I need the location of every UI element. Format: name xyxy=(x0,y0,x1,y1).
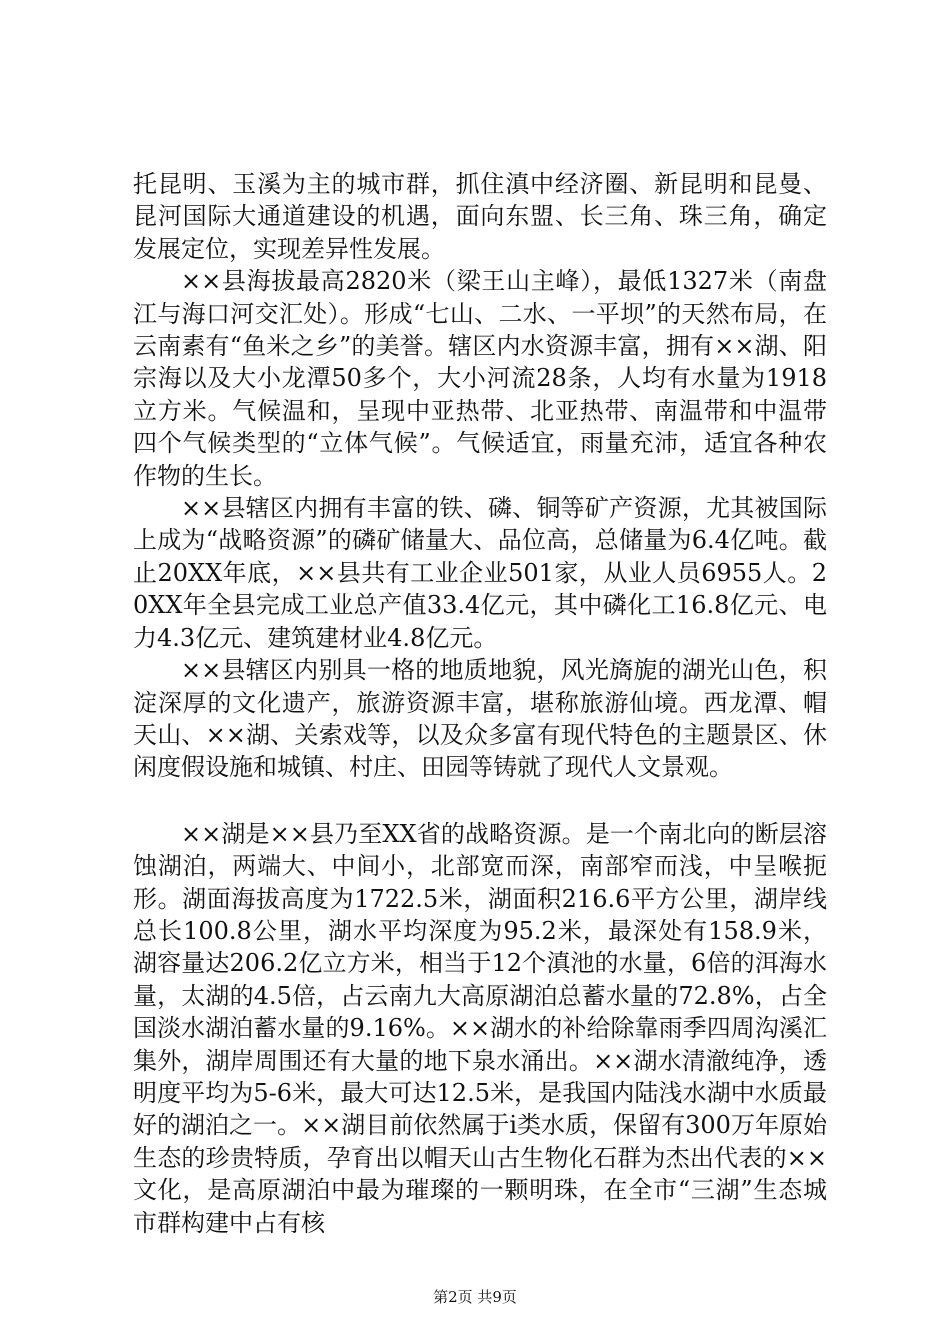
paragraph-5: ××湖是××县乃至XX省的战略资源。是一个南北向的断层溶蚀湖泊，两端大、中间小，北部宽而深，南部窄而浅，中呈喉扼形。湖面海拔高度为1722.5米，湖面积216.6平方公里，湖岸线总长100.8公里，湖水平均深度为95.2米，最深处有158.9米，湖容量达206.2亿立方米，相当于12个滇池的水量，6倍的洱海水量，太湖的4.5倍，占云南九大高原湖泊总蓄水量的72.8%，占全国淡水湖泊蓄水量的9.16%。××湖水的补给除靠雨季四周沟溪汇集外，湖岸周围还有大量的地下泉水涌出。××湖水清澈纯净，透明度平均为5-6米，最大可达12.5米，是我国内陆浅水湖中水质最好的湖泊之一。××湖目前依然属于ⅰ类水质，保留有300万年原始生态的珍贵特质，孕育出以帽天山古生物化石群为杰出代表的××文化，是高原湖泊中最为璀璨的一颗明珠，在全市“三湖”生态城市群构建中占有核 xyxy=(133,819,827,1237)
paragraph-2: ××县海拔最高2820米（梁王山主峰），最低1327米（南盘江与海口河交汇处）。形成“七山、二水、一平坝”的天然布局，在云南素有“鱼米之乡”的美誉。辖区内水资源丰富，拥有××湖、阳宗海以及大小龙潭50多个，大小河流28条，人均有水量为1918立方米。气候温和，呈现中亚热带、北亚热带、南温带和中温带四个气候类型的“立体气候”。气候适宜，雨量充沛，适宜各种农作物的生长。 xyxy=(133,267,827,490)
paragraph-3: ××县辖区内拥有丰富的铁、磷、铜等矿产资源，尤其被国际上成为“战略资源”的磷矿储量大、品位高，总储量为6.4亿吨。截止20XX年底，××县共有工业企业501家，从业人员6955人。20XX年全县完成工业总产值33.4亿元，其中磷化工16.8亿元、电力4.3亿元、建筑建材业4.8亿元。 xyxy=(133,494,827,652)
paragraph-4: ××县辖区内别具一格的地质地貌，风光旖旎的湖光山色，积淀深厚的文化遗产，旅游资源丰富，堪称旅游仙境。西龙潭、帽天山、××湖、关索戏等，以及众多富有现代特色的主题景区、休闲度假设施和城镇、村庄、田园等铸就了现代人文景观。 xyxy=(133,656,827,782)
paragraph-1: 托昆明、玉溪为主的城市群，抓住滇中经济圈、新昆明和昆曼、昆河国际大通道建设的机遇，面向东盟、长三角、珠三角，确定发展定位，实现差异性发展。 xyxy=(133,170,827,263)
page-footer: 第2页 共9页 xyxy=(433,1288,517,1306)
paragraph-gap xyxy=(133,784,827,818)
document-body xyxy=(133,168,827,1239)
